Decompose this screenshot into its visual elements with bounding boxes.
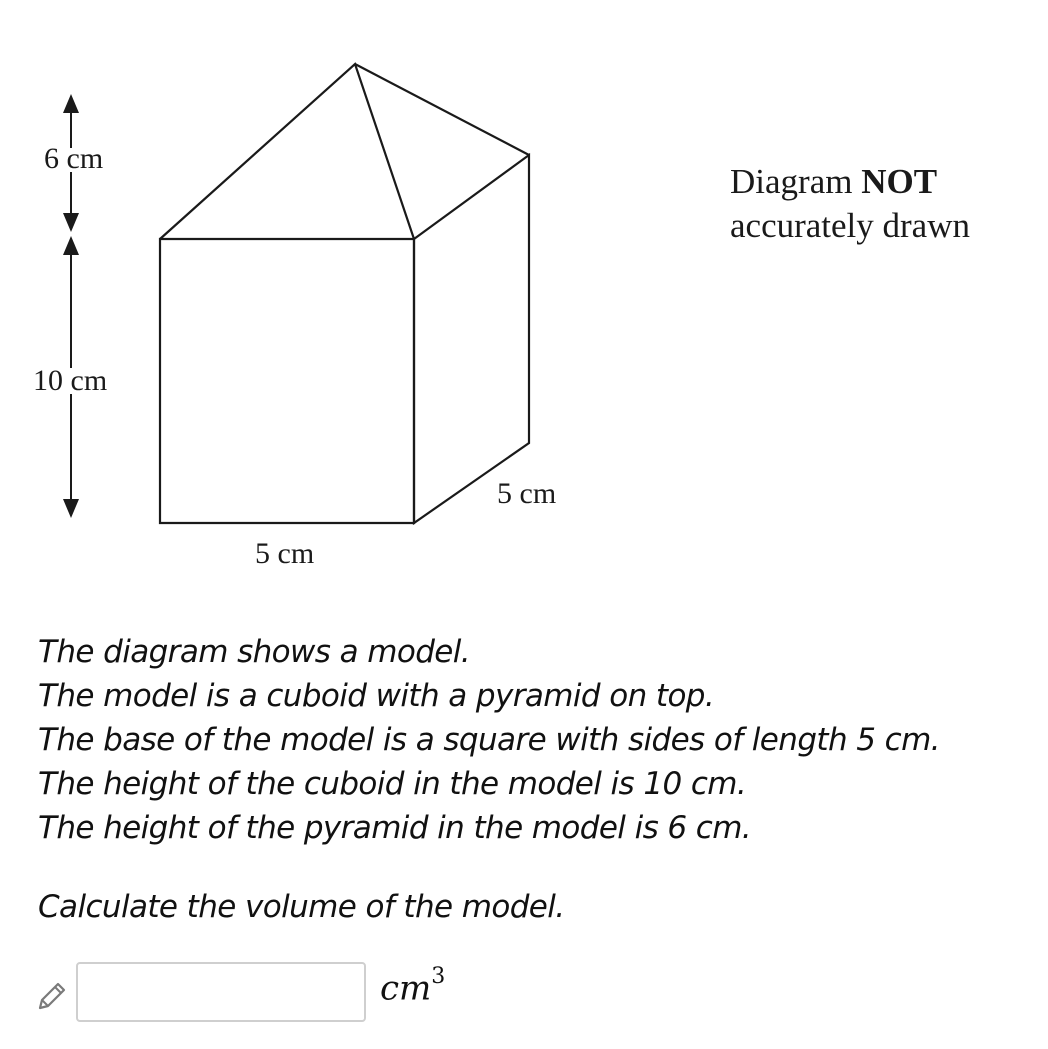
cuboid-side-face bbox=[414, 155, 529, 523]
diagram-note-bold: NOT bbox=[861, 162, 938, 201]
question-line: The model is a cuboid with a pyramid on top. bbox=[38, 678, 715, 714]
question-line: The base of the model is a square with sides of length 5 cm. bbox=[38, 722, 940, 758]
answer-unit bbox=[380, 964, 446, 1009]
answer-row bbox=[30, 962, 490, 1028]
question-prompt: Calculate the volume of the model. bbox=[38, 889, 565, 925]
question-line: The height of the cuboid in the model is 10 cm. bbox=[38, 766, 747, 802]
question-text bbox=[38, 630, 940, 850]
cuboid-front-face bbox=[160, 239, 414, 523]
diagram-note-line1 bbox=[730, 160, 970, 204]
question-line: The diagram shows a model. bbox=[38, 634, 471, 670]
diagram-note-regular: Diagram bbox=[730, 162, 862, 201]
diagram-note-line2: accurately drawn bbox=[730, 206, 970, 245]
side-width-label: 5 cm bbox=[255, 537, 315, 570]
cuboid-height-label: 10 cm bbox=[33, 364, 108, 397]
diagram-note bbox=[730, 160, 970, 248]
unit-exponent: 3 bbox=[431, 964, 446, 989]
side-depth-label: 5 cm bbox=[497, 477, 557, 510]
question-line: The height of the pyramid in the model is 6 cm. bbox=[38, 810, 752, 846]
answer-input[interactable] bbox=[76, 962, 366, 1022]
pyramid-left-edge bbox=[160, 64, 414, 239]
pencil-icon bbox=[34, 978, 70, 1014]
unit-base: cm bbox=[380, 968, 432, 1009]
pyramid-height-label: 6 cm bbox=[44, 142, 104, 175]
